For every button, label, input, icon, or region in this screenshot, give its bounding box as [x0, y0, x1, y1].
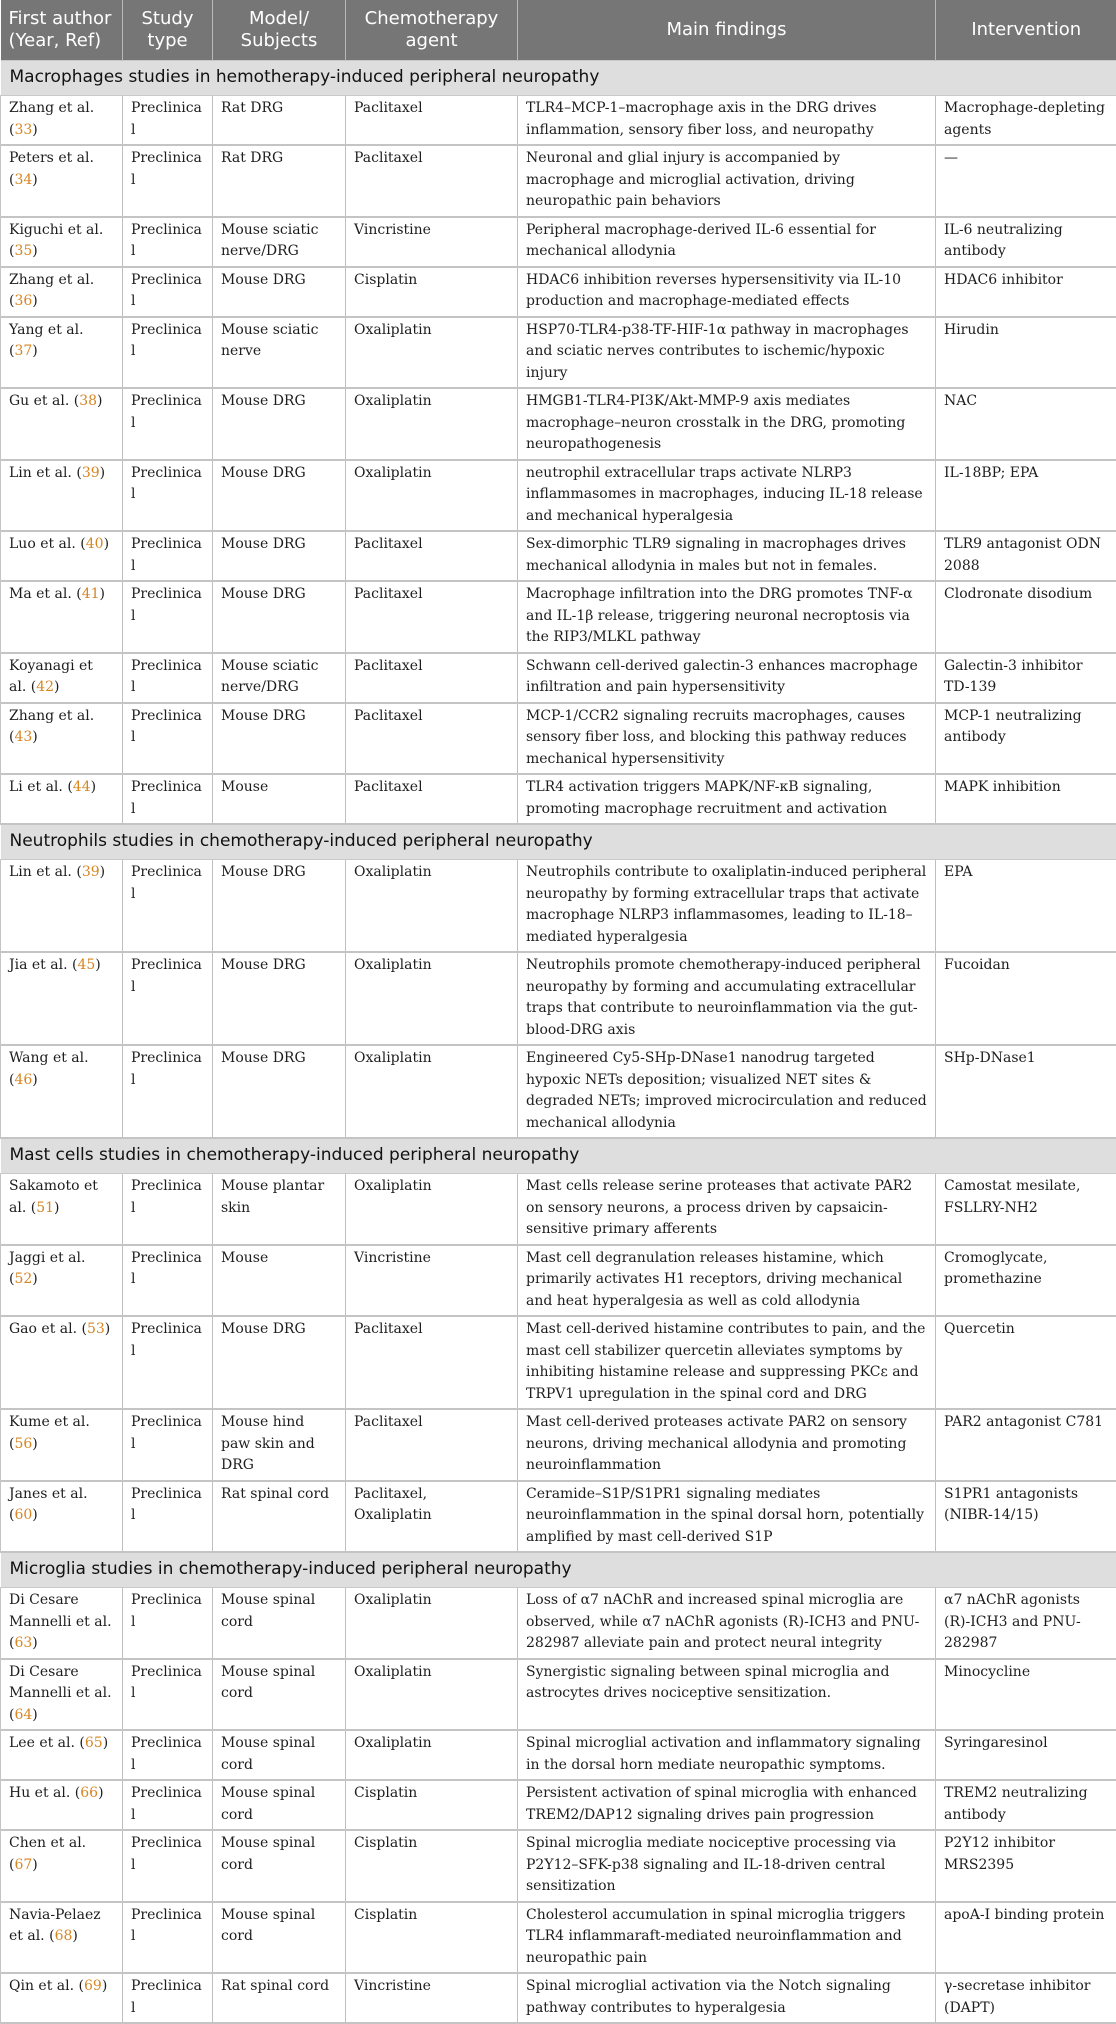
author-name: Jaggi et al.	[9, 1250, 85, 1266]
agent-cell: Oxaliplatin	[346, 388, 518, 460]
reference-link[interactable]: 52	[14, 1271, 32, 1287]
author-cell: Navia-Pelaez et al. (68)	[1, 1902, 123, 1974]
intervention-cell: SHp-DNase1	[936, 1045, 1116, 1138]
model-cell: Rat DRG	[213, 96, 346, 146]
table-row	[1, 653, 1116, 703]
table-row	[1, 1245, 1116, 1317]
intervention-cell: —	[936, 145, 1116, 217]
intervention-cell: MAPK inhibition	[936, 774, 1116, 824]
intervention-cell: EPA	[936, 860, 1116, 953]
section-row	[1, 61, 1116, 96]
table-row	[1, 145, 1116, 217]
study-type-cell: Preclinical	[123, 1174, 213, 1245]
intervention-cell: Macrophage-depleting agents	[936, 96, 1116, 146]
study-type-cell: Preclinical	[123, 1409, 213, 1481]
table-row	[1, 1830, 1116, 1902]
author-name: Wang et al.	[9, 1050, 89, 1066]
table-row	[1, 217, 1116, 267]
agent-cell: Cisplatin	[346, 1902, 518, 1974]
study-type-cell: Preclinical	[123, 317, 213, 389]
study-type-cell: Preclinical	[123, 1481, 213, 1553]
author-name: Kiguchi et al.	[9, 222, 103, 238]
author-name: Qin et al.	[9, 1978, 74, 1994]
reference-link[interactable]: 39	[82, 864, 100, 880]
intervention-cell: Galectin-3 inhibitor TD-139	[936, 653, 1116, 703]
author-name: Chen et al.	[9, 1835, 86, 1851]
author-name: Lin et al.	[9, 465, 72, 481]
model-cell: Mouse hind paw skin and DRG	[213, 1409, 346, 1481]
author-cell: Lin et al. (39)	[1, 860, 123, 953]
author-cell: Luo et al. (40)	[1, 531, 123, 581]
author-name: Zhang et al.	[9, 272, 94, 288]
author-name: Di Cesare Mannelli et al.	[9, 1592, 112, 1630]
findings-cell: HDAC6 inhibition reverses hypersensitivity via IL-10 production and macrophage-mediated effects	[518, 267, 936, 317]
table-row	[1, 1409, 1116, 1481]
author-cell: Li et al. (44)	[1, 774, 123, 824]
intervention-cell: Camostat mesilate, FSLLRY-NH2	[936, 1174, 1116, 1245]
author-cell: Kiguchi et al. (35)	[1, 217, 123, 267]
author-cell: Sakamoto et al. (51)	[1, 1174, 123, 1245]
header-main-findings: Main findings	[518, 0, 936, 61]
table-row	[1, 1174, 1116, 1245]
study-type-cell: Preclinical	[123, 1659, 213, 1731]
header-intervention: Intervention	[936, 0, 1116, 61]
study-type-cell: Preclinical	[123, 1730, 213, 1780]
study-type-cell: Preclinical	[123, 460, 213, 532]
reference-link[interactable]: 63	[14, 1635, 32, 1651]
study-type-cell: Preclinical	[123, 388, 213, 460]
author-name: Zhang et al.	[9, 708, 94, 724]
author-name: Gu et al.	[9, 393, 69, 409]
reference-link[interactable]: 67	[14, 1857, 32, 1873]
study-type-cell: Preclinical	[123, 581, 213, 653]
findings-cell: Mast cell-derived histamine contributes to pain, and the mast cell stabilizer quercetin alleviates symptoms by inhibiting histamine release and suppressing PKCε and TRPV1 upregulation in the spinal cord and DRG	[518, 1316, 936, 1409]
header-study-type: Study type	[123, 0, 213, 61]
agent-cell: Paclitaxel, Oxaliplatin	[346, 1481, 518, 1553]
intervention-cell: Fucoidan	[936, 952, 1116, 1045]
study-type-cell: Preclinical	[123, 1588, 213, 1659]
author-name: Gao et al.	[9, 1321, 77, 1337]
agent-cell: Oxaliplatin	[346, 460, 518, 532]
agent-cell: Cisplatin	[346, 1830, 518, 1902]
study-type-cell: Preclinical	[123, 267, 213, 317]
findings-cell: TLR4 activation triggers MAPK/NF-κB signaling, promoting macrophage recruitment and activation	[518, 774, 936, 824]
table-row	[1, 1902, 1116, 1974]
reference-link[interactable]: 43	[14, 729, 32, 745]
intervention-cell: MCP-1 neutralizing antibody	[936, 703, 1116, 775]
intervention-cell: apoA-I binding protein	[936, 1902, 1116, 1974]
author-cell: Di Cesare Mannelli et al. (63)	[1, 1588, 123, 1659]
author-cell: Kume et al. (56)	[1, 1409, 123, 1481]
author-cell: Wang et al. (46)	[1, 1045, 123, 1138]
author-name: Luo et al.	[9, 536, 76, 552]
section-title: Neutrophils studies in chemotherapy-induced peripheral neuropathy	[1, 824, 1116, 860]
intervention-cell: γ-secretase inhibitor (DAPT)	[936, 1973, 1116, 2023]
author-name: Ma et al.	[9, 586, 72, 602]
reference-link[interactable]: 46	[14, 1072, 32, 1088]
study-type-cell: Preclinical	[123, 145, 213, 217]
model-cell: Mouse DRG	[213, 388, 346, 460]
table-row	[1, 1588, 1116, 1659]
findings-cell: Neutrophils contribute to oxaliplatin-induced peripheral neuropathy by forming extracellular traps that activate macrophage NLRP3 inflammasomes, leading to IL-18–mediated hyperalgesia	[518, 860, 936, 953]
agent-cell: Vincristine	[346, 1973, 518, 2023]
study-type-cell: Preclinical	[123, 217, 213, 267]
author-name: Jia et al.	[9, 957, 68, 973]
findings-cell: Engineered Cy5-SHp-DNase1 nanodrug targeted hypoxic NETs deposition; visualized NET sites & degraded NETs; improved microcirculation and reduced mechanical allodynia	[518, 1045, 936, 1138]
model-cell: Mouse sciatic nerve/DRG	[213, 217, 346, 267]
author-name: Navia-Pelaez et al.	[9, 1907, 101, 1945]
findings-cell: Spinal microglial activation and inflammatory signaling in the dorsal horn mediate neuropathic symptoms.	[518, 1730, 936, 1780]
author-cell: Qin et al. (69)	[1, 1973, 123, 2023]
author-cell: Chen et al. (67)	[1, 1830, 123, 1902]
reference-link[interactable]: 65	[85, 1735, 103, 1751]
model-cell: Mouse spinal cord	[213, 1588, 346, 1659]
author-name: Kume et al.	[9, 1414, 90, 1430]
section-title: Microglia studies in chemotherapy-induced peripheral neuropathy	[1, 1552, 1116, 1588]
author-name: Lin et al.	[9, 864, 72, 880]
reference-link[interactable]: 60	[14, 1507, 32, 1523]
model-cell: Mouse sciatic nerve/DRG	[213, 653, 346, 703]
intervention-cell: IL-18BP; EPA	[936, 460, 1116, 532]
author-cell: Zhang et al. (36)	[1, 267, 123, 317]
author-cell: Yang et al. (37)	[1, 317, 123, 389]
agent-cell: Paclitaxel	[346, 703, 518, 775]
author-cell: Peters et al. (34)	[1, 145, 123, 217]
agent-cell: Vincristine	[346, 1245, 518, 1317]
model-cell: Mouse spinal cord	[213, 1830, 346, 1902]
findings-cell: MCP-1/CCR2 signaling recruits macrophages, causes sensory fiber loss, and blocking this pathway reduces mechanical hypersensitivity	[518, 703, 936, 775]
reference-link[interactable]: 53	[87, 1321, 105, 1337]
study-type-cell: Preclinical	[123, 1973, 213, 2023]
table-row	[1, 388, 1116, 460]
section-title: Macrophages studies in hemotherapy-induced peripheral neuropathy	[1, 61, 1116, 96]
reference-link[interactable]: 33	[14, 122, 32, 138]
author-cell: Di Cesare Mannelli et al. (64)	[1, 1659, 123, 1731]
findings-cell: Ceramide–S1P/S1PR1 signaling mediates neuroinflammation in the spinal dorsal horn, potentially amplified by mast cell-derived S1P	[518, 1481, 936, 1553]
model-cell: Mouse	[213, 774, 346, 824]
findings-cell: Spinal microglial activation via the Notch signaling pathway contributes to hyperalgesia	[518, 1973, 936, 2023]
agent-cell: Paclitaxel	[346, 581, 518, 653]
intervention-cell: Hirudin	[936, 317, 1116, 389]
reference-link[interactable]: 38	[79, 393, 97, 409]
findings-cell: neutrophil extracellular traps activate NLRP3 inflammasomes in macrophages, inducing IL-18 release and mechanical hyperalgesia	[518, 460, 936, 532]
table-row	[1, 531, 1116, 581]
table-row	[1, 1316, 1116, 1409]
model-cell: Mouse	[213, 1245, 346, 1317]
reference-link[interactable]: 41	[82, 586, 100, 602]
model-cell: Mouse DRG	[213, 1316, 346, 1409]
findings-cell: Peripheral macrophage-derived IL-6 essential for mechanical allodynia	[518, 217, 936, 267]
reference-link[interactable]: 44	[73, 779, 91, 795]
findings-cell: Macrophage infiltration into the DRG promotes TNF-α and IL-1β release, triggering neuronal necroptosis via the RIP3/MLKL pathway	[518, 581, 936, 653]
intervention-cell: TLR9 antagonist ODN 2088	[936, 531, 1116, 581]
findings-cell: Mast cell degranulation releases histamine, which primarily activates H1 receptors, driving mechanical and heat hyperalgesia as well as cold allodynia	[518, 1245, 936, 1317]
model-cell: Rat spinal cord	[213, 1481, 346, 1553]
author-cell: Koyanagi et al. (42)	[1, 653, 123, 703]
agent-cell: Oxaliplatin	[346, 1588, 518, 1659]
header-chemotherapy-agent: Chemotherapy agent	[346, 0, 518, 61]
model-cell: Mouse plantar skin	[213, 1174, 346, 1245]
table-row	[1, 1973, 1116, 2023]
author-name: Zhang et al.	[9, 100, 94, 116]
agent-cell: Paclitaxel	[346, 774, 518, 824]
intervention-cell: Clodronate disodium	[936, 581, 1116, 653]
author-cell: Gao et al. (53)	[1, 1316, 123, 1409]
model-cell: Mouse DRG	[213, 460, 346, 532]
findings-cell: HSP70-TLR4-p38-TF-HIF-1α pathway in macrophages and sciatic nerves contributes to ischemic/hypoxic injury	[518, 317, 936, 389]
table-row	[1, 267, 1116, 317]
author-name: Janes et al.	[9, 1486, 88, 1502]
agent-cell: Paclitaxel	[346, 1409, 518, 1481]
reference-link[interactable]: 36	[14, 293, 32, 309]
intervention-cell: IL-6 neutralizing antibody	[936, 217, 1116, 267]
model-cell: Mouse spinal cord	[213, 1659, 346, 1731]
agent-cell: Paclitaxel	[346, 653, 518, 703]
intervention-cell: Cromoglycate, promethazine	[936, 1245, 1116, 1317]
author-name: Hu et al.	[9, 1785, 70, 1801]
reference-link[interactable]: 34	[14, 172, 32, 188]
agent-cell: Paclitaxel	[346, 145, 518, 217]
author-cell: Jaggi et al. (52)	[1, 1245, 123, 1317]
reference-link[interactable]: 35	[14, 243, 32, 259]
findings-cell: Mast cell-derived proteases activate PAR2 on sensory neurons, driving mechanical allodynia and promoting neuroinflammation	[518, 1409, 936, 1481]
model-cell: Mouse DRG	[213, 581, 346, 653]
section-row	[1, 1138, 1116, 1174]
author-cell: Lee et al. (65)	[1, 1730, 123, 1780]
header-model-subjects: Model/ Subjects	[213, 0, 346, 61]
header-first-author: First author (Year, Ref)	[1, 0, 123, 61]
study-type-cell: Preclinical	[123, 774, 213, 824]
agent-cell: Paclitaxel	[346, 96, 518, 146]
table-row	[1, 1045, 1116, 1138]
intervention-cell: TREM2 neutralizing antibody	[936, 1780, 1116, 1830]
findings-cell: Neuronal and glial injury is accompanied by macrophage and microglial activation, driving neuropathic pain behaviors	[518, 145, 936, 217]
table-row	[1, 1730, 1116, 1780]
agent-cell: Paclitaxel	[346, 1316, 518, 1409]
model-cell: Mouse spinal cord	[213, 1902, 346, 1974]
table-row	[1, 460, 1116, 532]
findings-cell: Cholesterol accumulation in spinal microglia triggers TLR4 inflammaraft-mediated neuroinflammation and neuropathic pain	[518, 1902, 936, 1974]
agent-cell: Oxaliplatin	[346, 1659, 518, 1731]
study-type-cell: Preclinical	[123, 1245, 213, 1317]
reference-link[interactable]: 66	[80, 1785, 98, 1801]
study-type-cell: Preclinical	[123, 952, 213, 1045]
author-name: Di Cesare Mannelli et al.	[9, 1664, 112, 1702]
agent-cell: Oxaliplatin	[346, 952, 518, 1045]
author-name: Peters et al.	[9, 150, 94, 166]
author-name: Koyanagi et al.	[9, 658, 93, 696]
findings-cell: Schwann cell-derived galectin-3 enhances macrophage infiltration and pain hypersensitivity	[518, 653, 936, 703]
reference-link[interactable]: 56	[14, 1436, 32, 1452]
reference-link[interactable]: 39	[82, 465, 100, 481]
section-row	[1, 1552, 1116, 1588]
study-type-cell: Preclinical	[123, 1316, 213, 1409]
model-cell: Mouse DRG	[213, 703, 346, 775]
section-title: Mast cells studies in chemotherapy-induced peripheral neuropathy	[1, 1138, 1116, 1174]
findings-cell: Neutrophils promote chemotherapy-induced peripheral neuropathy by forming and accumulating extracellular traps that contribute to neuroinflammation via the gut-blood-DRG axis	[518, 952, 936, 1045]
study-type-cell: Preclinical	[123, 703, 213, 775]
intervention-cell: Minocycline	[936, 1659, 1116, 1731]
table-row	[1, 860, 1116, 953]
table-row	[1, 317, 1116, 389]
agent-cell: Oxaliplatin	[346, 860, 518, 953]
table-row	[1, 1780, 1116, 1830]
findings-cell: Sex-dimorphic TLR9 signaling in macrophages drives mechanical allodynia in males but not in females.	[518, 531, 936, 581]
table-row	[1, 1659, 1116, 1731]
reference-link[interactable]: 40	[86, 536, 104, 552]
intervention-cell: α7 nAChR agonists (R)-ICH3 and PNU-282987	[936, 1588, 1116, 1659]
findings-cell: Spinal microglia mediate nociceptive processing via P2Y12–SFK-p38 signaling and IL-18-driven central sensitization	[518, 1830, 936, 1902]
study-type-cell: Preclinical	[123, 1830, 213, 1902]
model-cell: Mouse DRG	[213, 860, 346, 953]
table-row	[1, 1481, 1116, 1553]
findings-cell: Loss of α7 nAChR and increased spinal microglia are observed, while α7 nAChR agonists (R)-ICH3 and PNU-282987 alleviate pain and protect neural integrity	[518, 1588, 936, 1659]
findings-cell: TLR4–MCP-1–macrophage axis in the DRG drives inflammation, sensory fiber loss, and neuropathy	[518, 96, 936, 146]
header-row	[1, 0, 1116, 61]
reference-link[interactable]: 64	[14, 1707, 32, 1723]
intervention-cell: PAR2 antagonist C781	[936, 1409, 1116, 1481]
reference-link[interactable]: 45	[77, 957, 95, 973]
author-name: Yang et al.	[9, 322, 84, 338]
agent-cell: Cisplatin	[346, 267, 518, 317]
intervention-cell: P2Y12 inhibitor MRS2395	[936, 1830, 1116, 1902]
agent-cell: Oxaliplatin	[346, 1174, 518, 1245]
author-name: Lee et al.	[9, 1735, 75, 1751]
study-type-cell: Preclinical	[123, 531, 213, 581]
reference-link[interactable]: 68	[55, 1928, 73, 1944]
author-cell: Zhang et al. (43)	[1, 703, 123, 775]
intervention-cell: Quercetin	[936, 1316, 1116, 1409]
intervention-cell: NAC	[936, 388, 1116, 460]
findings-cell: HMGB1-TLR4-PI3K/Akt-MMP-9 axis mediates macrophage–neuron crosstalk in the DRG, promoting neuropathogenesis	[518, 388, 936, 460]
model-cell: Mouse DRG	[213, 267, 346, 317]
reference-link[interactable]: 37	[14, 343, 32, 359]
section-row	[1, 824, 1116, 860]
model-cell: Rat DRG	[213, 145, 346, 217]
model-cell: Rat spinal cord	[213, 1973, 346, 2023]
study-type-cell: Preclinical	[123, 653, 213, 703]
agent-cell: Paclitaxel	[346, 531, 518, 581]
intervention-cell: S1PR1 antagonists (NIBR-14/15)	[936, 1481, 1116, 1553]
table-row	[1, 703, 1116, 775]
author-cell: Janes et al. (60)	[1, 1481, 123, 1553]
study-type-cell: Preclinical	[123, 1902, 213, 1974]
table-row	[1, 774, 1116, 824]
reference-link[interactable]: 69	[84, 1978, 102, 1994]
study-type-cell: Preclinical	[123, 860, 213, 953]
table-row	[1, 96, 1116, 146]
agent-cell: Vincristine	[346, 217, 518, 267]
agent-cell: Oxaliplatin	[346, 1045, 518, 1138]
model-cell: Mouse sciatic nerve	[213, 317, 346, 389]
study-type-cell: Preclinical	[123, 1045, 213, 1138]
model-cell: Mouse DRG	[213, 531, 346, 581]
table-row	[1, 581, 1116, 653]
author-name: Sakamoto et al.	[9, 1178, 98, 1216]
author-cell: Lin et al. (39)	[1, 460, 123, 532]
intervention-cell: Syringaresinol	[936, 1730, 1116, 1780]
table-row	[1, 952, 1116, 1045]
study-type-cell: Preclinical	[123, 96, 213, 146]
author-cell: Hu et al. (66)	[1, 1780, 123, 1830]
author-cell: Ma et al. (41)	[1, 581, 123, 653]
intervention-cell: HDAC6 inhibitor	[936, 267, 1116, 317]
agent-cell: Oxaliplatin	[346, 1730, 518, 1780]
reference-link[interactable]: 42	[36, 679, 54, 695]
author-cell: Zhang et al. (33)	[1, 96, 123, 146]
model-cell: Mouse DRG	[213, 952, 346, 1045]
findings-cell: Mast cells release serine proteases that activate PAR2 on sensory neurons, a process driven by capsaicin-sensitive primary afferents	[518, 1174, 936, 1245]
agent-cell: Oxaliplatin	[346, 317, 518, 389]
author-name: Li et al.	[9, 779, 63, 795]
author-cell: Jia et al. (45)	[1, 952, 123, 1045]
model-cell: Mouse spinal cord	[213, 1780, 346, 1830]
findings-cell: Synergistic signaling between spinal microglia and astrocytes drives nociceptive sensitization.	[518, 1659, 936, 1731]
findings-cell: Persistent activation of spinal microglia with enhanced TREM2/DAP12 signaling drives pain progression	[518, 1780, 936, 1830]
model-cell: Mouse DRG	[213, 1045, 346, 1138]
study-type-cell: Preclinical	[123, 1780, 213, 1830]
reference-link[interactable]: 51	[36, 1200, 54, 1216]
author-cell: Gu et al. (38)	[1, 388, 123, 460]
agent-cell: Cisplatin	[346, 1780, 518, 1830]
model-cell: Mouse spinal cord	[213, 1730, 346, 1780]
